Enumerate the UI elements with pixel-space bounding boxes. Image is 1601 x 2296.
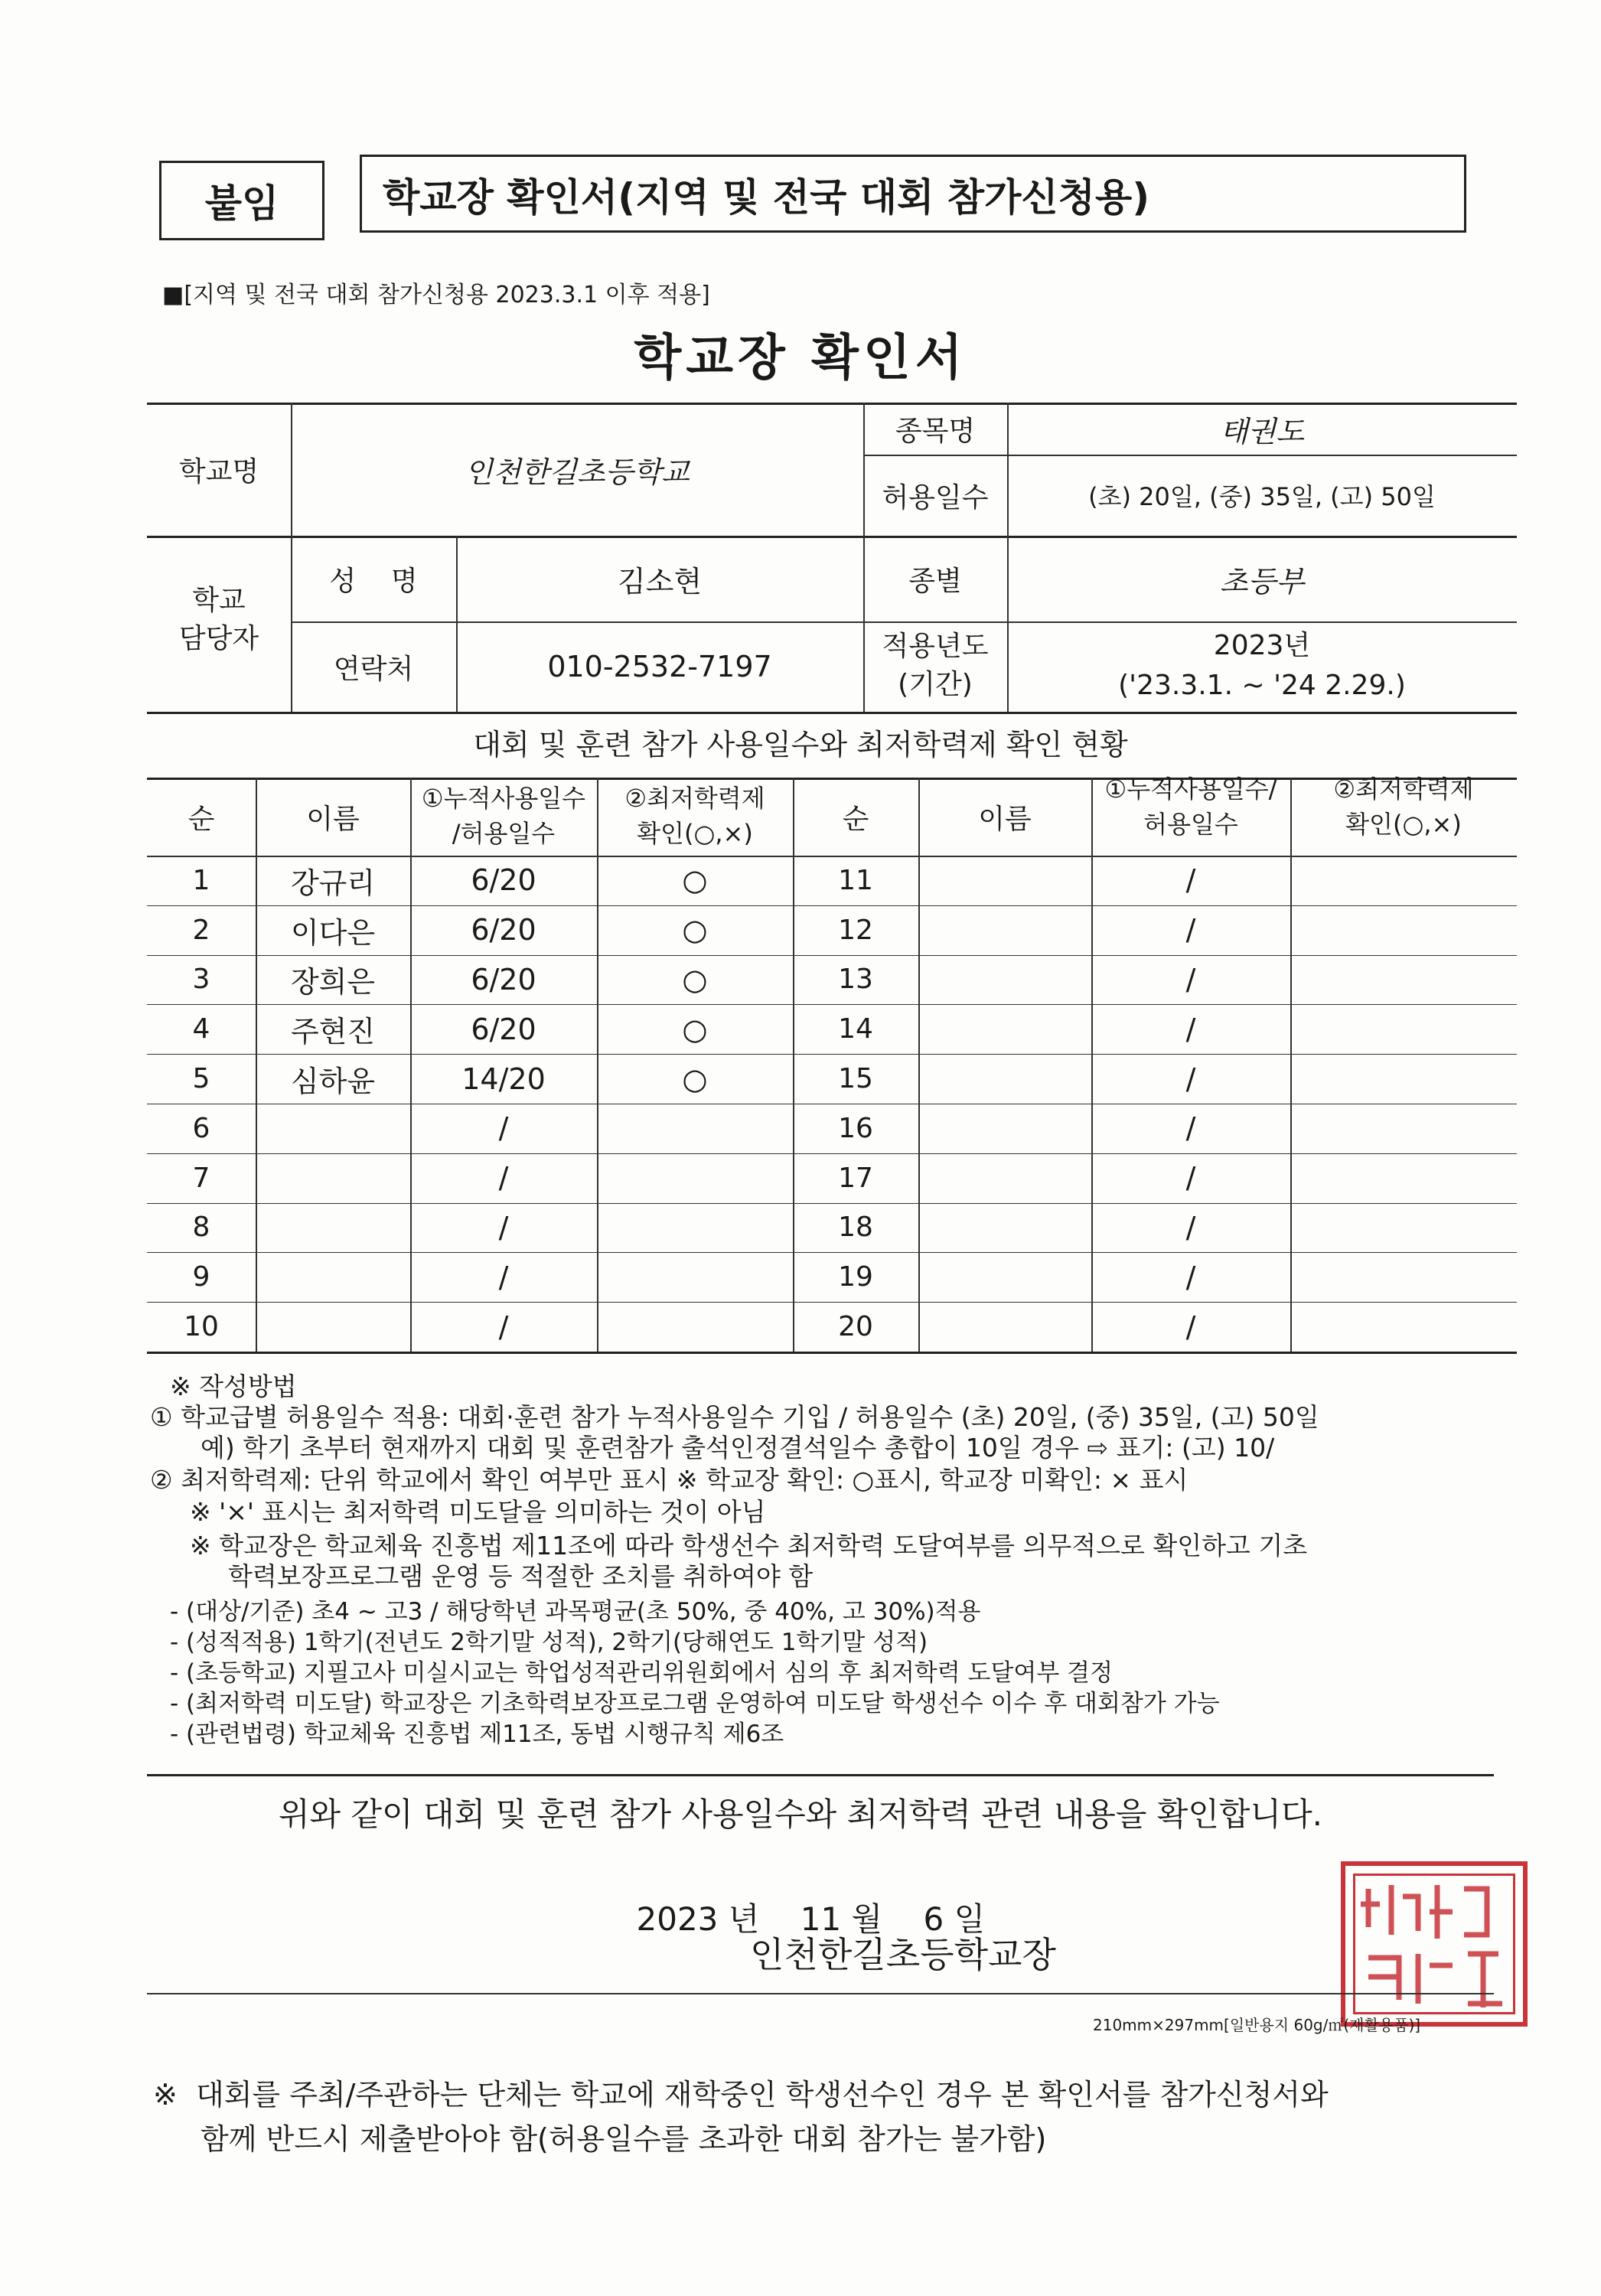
cell-days: / bbox=[498, 1210, 509, 1244]
contact-value: 010-2532-7197 bbox=[547, 650, 772, 683]
cell-check bbox=[1290, 1203, 1517, 1253]
cell-no: 4 bbox=[192, 1013, 210, 1045]
days-value: (초) 20일, (중) 35일, (고) 50일 bbox=[1088, 482, 1436, 511]
cell-no: 8 bbox=[192, 1212, 210, 1244]
note-line: - (최저학력 미도달) 학교장은 기초학력보장프로그램 운영하여 미도달 학생선수 이수 후 대회참가 가능 bbox=[170, 1690, 1220, 1717]
official-seal bbox=[1341, 1861, 1528, 2027]
cell-check bbox=[1290, 856, 1517, 905]
col-header-no-right: 순 bbox=[842, 803, 869, 835]
cell-name bbox=[256, 1252, 410, 1302]
cell-check bbox=[1290, 1153, 1517, 1203]
cell-name bbox=[256, 1203, 410, 1253]
cell-no: 15 bbox=[838, 1063, 873, 1095]
cell-check: ○ bbox=[682, 1012, 708, 1046]
cell-name bbox=[918, 1054, 1091, 1104]
division-label: 종별 bbox=[908, 565, 962, 597]
cell-name bbox=[918, 955, 1091, 1005]
cell-days: / bbox=[498, 1260, 509, 1294]
cell-check bbox=[1290, 1104, 1517, 1153]
cell-name bbox=[918, 1252, 1091, 1302]
cell-days: / bbox=[1185, 1111, 1196, 1146]
cell-days: / bbox=[1185, 1260, 1196, 1294]
cell-name bbox=[918, 1004, 1091, 1054]
col-header-name-right: 이름 bbox=[978, 803, 1032, 835]
cell-check bbox=[1290, 1054, 1517, 1104]
cell-check bbox=[597, 1104, 793, 1153]
cell-no: 2 bbox=[192, 914, 210, 946]
note-line: 예) 학기 초부터 현재까지 대회 및 훈련참가 출석인정결석일수 총합이 10일 경우 ⇨ 표기: (고) 10/ bbox=[201, 1433, 1275, 1463]
cell-days: / bbox=[1185, 1062, 1196, 1096]
cell-name: 주현진 bbox=[290, 1015, 376, 1049]
col-header-check: ②최저학력제 확인(○,×) bbox=[624, 784, 765, 848]
col-header-no: 순 bbox=[187, 803, 215, 835]
cell-no: 7 bbox=[192, 1162, 210, 1194]
cell-days: / bbox=[1185, 913, 1196, 947]
note-line: ※ '×' 표시는 최저학력 미도달을 의미하는 것이 아님 bbox=[190, 1497, 766, 1527]
note-line: ② 최저학력제: 단위 학교에서 확인 여부만 표시 ※ 학교장 확인: ○표시, 학교장 미확인: × 표시 bbox=[150, 1465, 1189, 1495]
cell-no: 9 bbox=[192, 1261, 210, 1293]
confirmation-statement: 위와 같이 대회 및 훈련 참가 사용일수와 최저학력 관련 내용을 확인합니다. bbox=[278, 1795, 1323, 1833]
cell-days: 6/20 bbox=[471, 962, 536, 996]
cell-name bbox=[918, 856, 1091, 905]
year-value: 2023년 ('23.3.1. ~ '24 2.29.) bbox=[1118, 630, 1406, 701]
staff-label: 학교 담당자 bbox=[178, 585, 259, 654]
cell-days: 14/20 bbox=[461, 1062, 546, 1096]
confirmation-date: 2023 년 11 월 6 일 bbox=[636, 1900, 986, 1938]
cell-check bbox=[597, 1153, 793, 1203]
col-header-days: ①누적사용일수 /허용일수 bbox=[421, 784, 586, 848]
cell-name bbox=[918, 1302, 1091, 1352]
status-title: 대회 및 훈련 참가 사용일수와 최저학력제 확인 현황 bbox=[473, 728, 1128, 762]
note-line: 학력보장프로그램 운영 등 적절한 조치를 취하여야 함 bbox=[228, 1561, 814, 1591]
name-label: 성 명 bbox=[329, 565, 418, 597]
note-line: ※ 학교장은 학교체육 진흥법 제11조에 따라 학생선수 최저학력 도달여부를 의무적으로 확인하고 기초 bbox=[190, 1531, 1308, 1561]
cell-check bbox=[597, 1302, 793, 1352]
attachment-tag: 붙임 bbox=[159, 161, 324, 240]
cell-name: 이다은 bbox=[290, 915, 376, 950]
cell-no: 18 bbox=[838, 1212, 873, 1244]
cell-name: 강규리 bbox=[290, 866, 376, 900]
cell-days: / bbox=[1185, 863, 1196, 898]
sport-value: 태권도 bbox=[1219, 414, 1305, 448]
cell-no: 14 bbox=[838, 1013, 873, 1045]
cell-name bbox=[256, 1104, 410, 1153]
cell-no: 20 bbox=[838, 1311, 873, 1343]
header-title: 학교장 확인서(지역 및 전국 대회 참가신청용) bbox=[383, 175, 1150, 220]
subheading: ■[지역 및 전국 대회 참가신청용 2023.3.1 이후 적용] bbox=[162, 282, 710, 308]
cell-check bbox=[597, 1203, 793, 1253]
cell-no: 19 bbox=[838, 1261, 873, 1293]
cell-days: / bbox=[1185, 962, 1196, 996]
sport-label: 종목명 bbox=[895, 415, 976, 447]
col-header-days-right: ①누적사용일수/ 허용일수 bbox=[1104, 775, 1277, 839]
cell-check bbox=[597, 1252, 793, 1302]
cell-name bbox=[256, 1153, 410, 1203]
cell-no: 17 bbox=[838, 1162, 873, 1194]
cell-no: 1 bbox=[192, 864, 210, 896]
cell-check bbox=[1290, 1004, 1517, 1054]
col-header-name: 이름 bbox=[306, 803, 360, 835]
cell-no: 6 bbox=[192, 1112, 210, 1144]
col-header-check-right: ②최저학력제 확인(○,×) bbox=[1333, 775, 1474, 839]
paper-spec: 210mm×297mm[일반용지 60g/㎡(재활용품)] bbox=[1093, 2016, 1421, 2034]
cell-days: / bbox=[498, 1309, 509, 1344]
cell-no: 13 bbox=[838, 964, 873, 996]
cell-name bbox=[256, 1302, 410, 1352]
cell-check bbox=[1290, 955, 1517, 1005]
cell-check: ○ bbox=[682, 913, 708, 947]
cell-name: 장희은 bbox=[290, 965, 376, 1000]
cell-name: 심하윤 bbox=[290, 1065, 376, 1099]
footer-note-line-2: 함께 반드시 제출받아야 함(허용일수를 초과한 대회 참가는 불가함) bbox=[201, 2122, 1047, 2156]
cell-check: ○ bbox=[682, 863, 708, 898]
cell-check bbox=[1290, 905, 1517, 955]
note-line: - (초등학교) 지필고사 미실시교는 학업성적관리위원회에서 심의 후 최저학력 도달여부 결정 bbox=[170, 1659, 1114, 1687]
cell-check: ○ bbox=[682, 1062, 708, 1096]
cell-check bbox=[1290, 1302, 1517, 1352]
signer-name: 인천한길초등학교장 bbox=[750, 1934, 1056, 1975]
school-label: 학교명 bbox=[178, 455, 259, 488]
cell-days: / bbox=[1185, 1161, 1196, 1195]
cell-days: / bbox=[1185, 1012, 1196, 1046]
cell-check bbox=[1290, 1252, 1517, 1302]
cell-days: / bbox=[1185, 1309, 1196, 1344]
cell-name bbox=[918, 905, 1091, 955]
note-line: ※ 작성방법 bbox=[170, 1371, 297, 1401]
school-value: 인천한길초등학교 bbox=[465, 455, 690, 489]
cell-name bbox=[918, 1203, 1091, 1253]
cell-no: 10 bbox=[184, 1311, 219, 1343]
cell-days: / bbox=[498, 1161, 509, 1195]
cell-no: 3 bbox=[192, 964, 210, 996]
footer-note-line-1: ※ 대회를 주최/주관하는 단체는 학교에 재학중인 학생선수인 경우 본 확인서를 참가신청서와 bbox=[153, 2078, 1329, 2112]
cell-no: 16 bbox=[838, 1112, 873, 1144]
note-line: - (대상/기준) 초4 ~ 고3 / 해당학년 과목평균(초 50%, 중 40%, 고 30%)적용 bbox=[170, 1598, 981, 1626]
cell-days: / bbox=[1185, 1210, 1196, 1244]
note-line: ① 학교급별 허용일수 적용: 대회·훈련 참가 누적사용일수 기입 / 허용일수 (초) 20일, (중) 35일, (고) 50일 bbox=[150, 1402, 1319, 1432]
days-label: 허용일수 bbox=[882, 481, 989, 514]
year-label: 적용년도 (기간) bbox=[882, 631, 989, 700]
cell-no: 11 bbox=[838, 864, 873, 896]
contact-label: 연락처 bbox=[333, 653, 414, 685]
cell-days: 6/20 bbox=[471, 1012, 536, 1046]
name-value: 김소현 bbox=[617, 564, 703, 598]
cell-days: / bbox=[498, 1111, 509, 1146]
cell-no: 12 bbox=[838, 914, 873, 946]
cell-name bbox=[918, 1153, 1091, 1203]
note-line: - (성적적용) 1학기(전년도 2학기말 성적), 2학기(당해연도 1학기말 성적) bbox=[170, 1629, 928, 1656]
division-value: 초등부 bbox=[1219, 564, 1305, 598]
cell-days: 6/20 bbox=[471, 863, 536, 898]
cell-no: 5 bbox=[192, 1063, 210, 1095]
cell-days: 6/20 bbox=[471, 913, 536, 947]
document-title: 학교장 확인서 bbox=[634, 330, 967, 386]
cell-check: ○ bbox=[682, 962, 708, 996]
cell-name bbox=[918, 1104, 1091, 1153]
note-line: - (관련법령) 학교체육 진흥법 제11조, 동법 시행규칙 제6조 bbox=[170, 1720, 784, 1748]
